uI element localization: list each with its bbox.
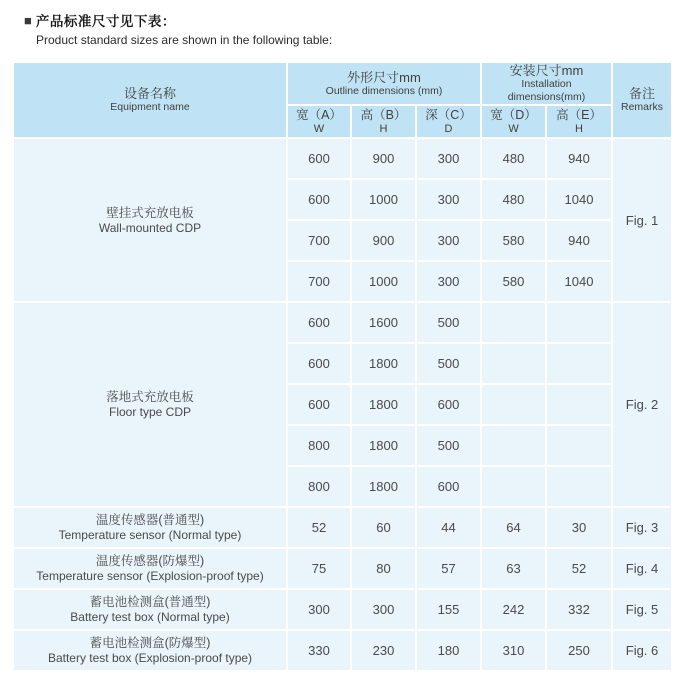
cell-w-d: 63: [482, 549, 545, 588]
cell-d-c: 44: [417, 508, 480, 547]
cell-h-e: 1040: [547, 262, 611, 301]
header-equipment-en: Equipment name: [110, 101, 190, 113]
cell-w-d: 480: [482, 180, 545, 219]
cell-w-a: 600: [288, 139, 350, 178]
header-depth-c-en: D: [444, 122, 453, 135]
cell-w-d: 242: [482, 590, 545, 629]
cell-h-b: 60: [352, 508, 415, 547]
cell-h-b: 1000: [352, 262, 415, 301]
table-row: [14, 590, 671, 629]
cell-w-a: 75: [288, 549, 350, 588]
table-row: [14, 139, 671, 178]
header-outline-en: Outline dimensions (mm): [325, 84, 443, 97]
title-block: [0, 0, 688, 47]
table-row: [14, 303, 671, 342]
equipment-name-zh: 蓄电池检测盒(普通型): [89, 595, 211, 609]
cell-h-e: [547, 303, 611, 342]
cell-h-b: 80: [352, 549, 415, 588]
equipment-name-en: Floor type CDP: [108, 405, 192, 419]
cell-h-b: 1800: [352, 385, 415, 424]
cell-remarks: Fig. 2: [613, 303, 671, 506]
cell-w-d: 310: [482, 631, 545, 670]
cell-equipment-name: [14, 549, 286, 588]
cell-w-d: [482, 467, 545, 506]
cell-d-c: 500: [417, 303, 480, 342]
cell-w-a: 700: [288, 221, 350, 260]
header-width-a-zh: 宽（A）: [296, 107, 342, 122]
header-installation-zh: 安装尺寸mm: [509, 63, 584, 78]
header-width-d-zh: 宽（D）: [490, 107, 537, 122]
cell-equipment-name: [14, 590, 286, 629]
cell-h-e: [547, 467, 611, 506]
cell-d-c: 155: [417, 590, 480, 629]
cell-d-c: 300: [417, 262, 480, 301]
cell-d-c: 500: [417, 426, 480, 465]
page-title-en: Product standard sizes are shown in the following table:: [36, 33, 333, 47]
cell-h-b: 1800: [352, 426, 415, 465]
cell-w-a: 800: [288, 426, 350, 465]
header-width-d: [482, 106, 545, 137]
table-row: [14, 508, 671, 547]
equipment-name-zh: 壁挂式充放电板: [106, 205, 194, 220]
cell-w-a: 700: [288, 262, 350, 301]
header-outline-dimensions: [288, 63, 480, 104]
header-width-a-en: W: [313, 122, 325, 135]
header-installation-dimensions: [482, 63, 611, 104]
cell-remarks: Fig. 6: [613, 631, 671, 670]
cell-d-c: 300: [417, 180, 480, 219]
cell-h-e: 250: [547, 631, 611, 670]
header-height-b-en: H: [379, 122, 388, 135]
cell-w-d: [482, 344, 545, 383]
cell-remarks: Fig. 5: [613, 590, 671, 629]
equipment-name-en: Temperature sensor (Normal type): [58, 528, 242, 542]
cell-h-e: [547, 426, 611, 465]
table-row: [14, 631, 671, 670]
header-remarks-en: Remarks: [621, 101, 664, 113]
cell-w-a: 300: [288, 590, 350, 629]
cell-h-e: [547, 385, 611, 424]
cell-w-a: 600: [288, 303, 350, 342]
header-equipment-name: [14, 63, 286, 137]
cell-h-e: 940: [547, 221, 611, 260]
header-equipment-zh: 设备名称: [123, 86, 176, 101]
header-depth-c-zh: 深（C）: [425, 107, 472, 122]
bullet-square-icon: ■: [24, 12, 32, 28]
cell-d-c: 300: [417, 139, 480, 178]
cell-h-e: 332: [547, 590, 611, 629]
cell-remarks: Fig. 4: [613, 549, 671, 588]
equipment-name-en: Battery test box (Normal type): [70, 610, 230, 624]
header-height-b-zh: 高（B）: [360, 107, 407, 122]
equipment-name-en: Temperature sensor (Explosion-proof type): [36, 569, 264, 583]
cell-equipment-name: [14, 139, 286, 301]
cell-h-e: 52: [547, 549, 611, 588]
cell-h-b: 1600: [352, 303, 415, 342]
cell-h-b: 900: [352, 139, 415, 178]
cell-w-a: 600: [288, 180, 350, 219]
cell-h-b: 1800: [352, 467, 415, 506]
cell-w-d: 480: [482, 139, 545, 178]
cell-h-e: [547, 344, 611, 383]
header-depth-c: [417, 106, 480, 137]
cell-w-d: [482, 385, 545, 424]
equipment-name-zh: 落地式充放电板: [106, 390, 194, 404]
header-installation-en: Installation dimensions(mm): [507, 78, 586, 103]
equipment-name-zh: 温度传感器(普通型): [95, 513, 205, 527]
cell-h-b: 1800: [352, 344, 415, 383]
cell-w-d: [482, 426, 545, 465]
cell-h-b: 230: [352, 631, 415, 670]
cell-w-a: 800: [288, 467, 350, 506]
equipment-name-en: Wall-mounted CDP: [98, 220, 202, 235]
equipment-name-zh: 蓄电池检测盒(防爆型): [89, 636, 211, 650]
header-width-d-en: W: [508, 122, 519, 135]
header-height-b: [352, 106, 415, 137]
cell-d-c: 500: [417, 344, 480, 383]
cell-w-d: 580: [482, 262, 545, 301]
cell-w-a: 600: [288, 344, 350, 383]
page-title-zh: 产品标准尺寸见下表：: [35, 14, 176, 29]
table-header-row-1: [14, 63, 671, 104]
equipment-name-zh: 温度传感器(防爆型): [95, 554, 205, 568]
cell-w-d: 580: [482, 221, 545, 260]
cell-w-a: 52: [288, 508, 350, 547]
cell-w-d: [482, 303, 545, 342]
cell-equipment-name: [14, 303, 286, 506]
header-outline-zh: 外形尺寸mm: [347, 69, 421, 85]
cell-h-b: 300: [352, 590, 415, 629]
header-height-e: [547, 106, 611, 137]
cell-equipment-name: [14, 631, 286, 670]
equipment-name-en: Battery test box (Explosion-proof type): [47, 651, 253, 665]
cell-h-b: 1000: [352, 180, 415, 219]
cell-h-b: 900: [352, 221, 415, 260]
cell-d-c: 300: [417, 221, 480, 260]
header-height-e-zh: 高（E）: [556, 107, 602, 122]
cell-equipment-name: [14, 508, 286, 547]
cell-remarks: Fig. 3: [613, 508, 671, 547]
cell-remarks: Fig. 1: [613, 139, 671, 301]
table-row: [14, 549, 671, 588]
header-height-e-en: H: [575, 122, 583, 135]
cell-w-a: 330: [288, 631, 350, 670]
cell-d-c: 180: [417, 631, 480, 670]
cell-d-c: 600: [417, 385, 480, 424]
cell-h-e: 1040: [547, 180, 611, 219]
header-width-a: [288, 106, 350, 137]
cell-d-c: 57: [417, 549, 480, 588]
cell-h-e: 940: [547, 139, 611, 178]
cell-h-e: 30: [547, 508, 611, 547]
product-sizes-table: [12, 61, 673, 672]
cell-w-d: 64: [482, 508, 545, 547]
cell-d-c: 600: [417, 467, 480, 506]
header-remarks: [613, 63, 671, 137]
cell-w-a: 600: [288, 385, 350, 424]
header-remarks-zh: 备注: [629, 86, 656, 101]
